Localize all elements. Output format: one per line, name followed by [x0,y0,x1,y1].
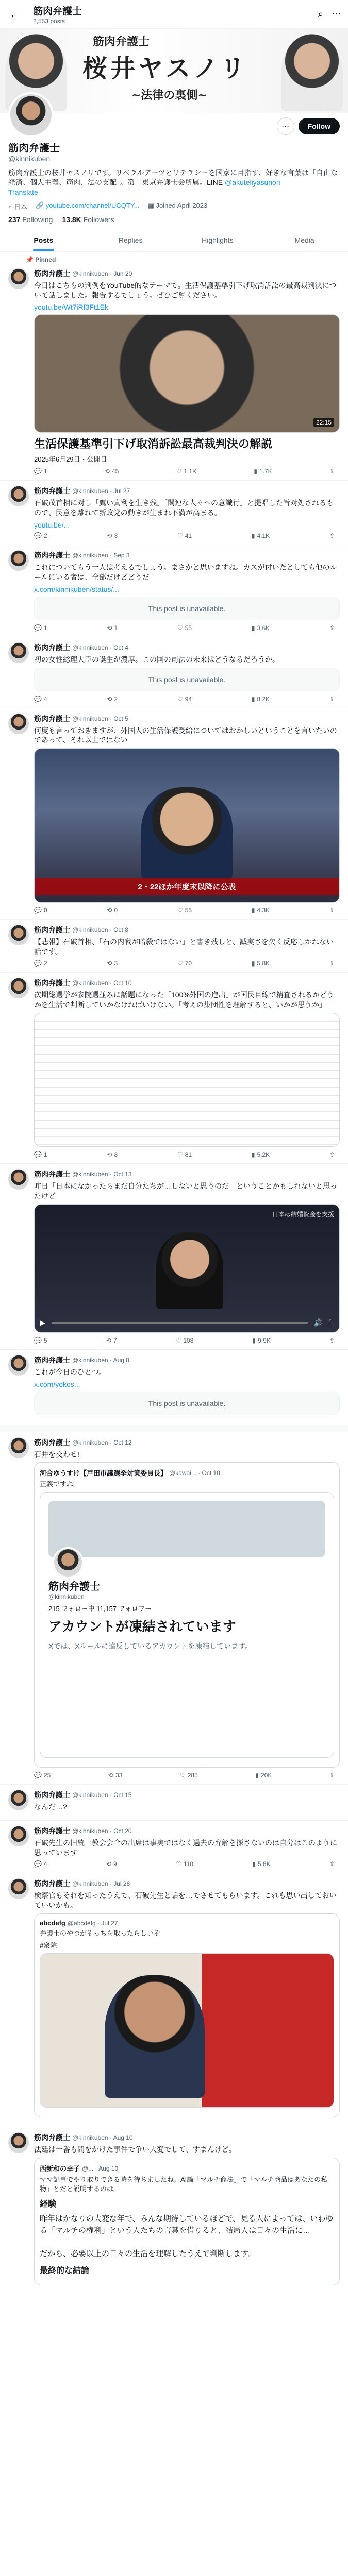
unavailable-notice: This post is unavailable. [34,668,340,691]
share-icon[interactable]: ⇪ [329,907,335,914]
reply-icon[interactable]: 💬 2 [34,532,47,539]
share-icon[interactable]: ⇪ [329,468,335,476]
tweet-author[interactable]: 筋肉弁護士 [34,1170,70,1178]
tweet-text: 昨日「日本になかったらまだ自分たちが…しないと思うのだ」ということかもしれないと思ったけど [34,1181,337,1200]
tweet-text: これについてもう一人は考えるでしょう。まさかと思いますね。カスが付いたとしても他のルールにいる者は、全部だけどどうだ [34,563,337,581]
tweet[interactable] [0,263,348,481]
tweet-handle: @kinnikuben · Jul 27 [72,487,130,495]
share-icon[interactable]: ⇪ [329,1150,335,1158]
tweet-author[interactable]: 筋肉弁護士 [34,979,70,988]
timeline [0,252,348,2295]
tweet-actions [34,468,340,475]
quote-handle: @kawai... · Oct 10 [169,1469,220,1477]
profile-tabs [0,229,348,252]
avatar[interactable] [8,1437,29,1458]
views-icon[interactable]: ▮ 8.2K [251,695,270,703]
tweet-handle: @kinnikuben · Oct 10 [72,979,132,987]
tab-replies[interactable]: Replies [118,235,143,244]
tweet-text: 何度も言っておきますが、外国人の生活保護受給についてはおかしいということを言いたいのであって、それ以上ではない [34,726,337,744]
views-icon[interactable]: ▮ 1.7K [254,468,272,476]
video-date: 2025年6月29日・公開日 [34,455,107,464]
tweet-handle: @kinnikuben · Sep 3 [72,551,130,559]
profile-name: 筋肉弁護士 [8,143,60,154]
quote-handle: @abcdefg · Jul 27 [67,1919,118,1927]
reply-icon[interactable]: 💬 4 [34,695,47,703]
quote-image[interactable] [40,1953,334,2108]
reply-icon[interactable]: 💬 1 [34,1150,47,1158]
reply-icon[interactable]: 💬 1 [34,624,47,632]
avatar[interactable] [8,714,29,734]
tab-highlights[interactable]: Highlights [202,235,234,244]
play-icon[interactable]: ▶ [40,1318,45,1327]
avatar[interactable] [8,2132,29,2153]
article-heading: 経験 [40,2200,57,2209]
share-icon[interactable]: ⇪ [329,1860,335,1868]
tweet-handle: @kinnikuben · Aug 10 [72,2134,133,2142]
tweet-actions [34,1860,340,1868]
follow-button[interactable]: Follow [299,118,340,134]
tweet-actions [34,532,340,539]
like-icon[interactable]: ♡ 108 [175,1336,194,1344]
repost-icon[interactable]: ⟲ 45 [104,468,119,476]
quote-author[interactable]: abcdefg [40,1919,65,1927]
location-icon: ⌖ 日本 [8,202,27,211]
tweet-handle: @kinnikuben · Oct 15 [72,1791,132,1799]
share-icon[interactable]: ⇪ [329,1336,335,1344]
tweet-author[interactable]: 筋肉弁護士 [34,487,70,496]
avatar[interactable] [8,1878,29,1899]
tweet-handle: @kinnikuben · Oct 12 [72,1438,132,1446]
avatar[interactable] [8,550,29,571]
share-icon[interactable]: ⇪ [329,960,335,968]
tweet-author[interactable]: 筋肉弁護士 [34,269,70,278]
like-icon[interactable]: ♡ 41 [177,532,192,539]
calendar-icon: ▦ Joined April 2023 [147,201,208,209]
repost-icon[interactable]: ⟲ 0 [107,907,118,914]
quoted-tweet[interactable] [34,2158,340,2285]
repost-icon[interactable]: ⟲ 3 [107,532,118,539]
banner-portrait-right [281,34,343,111]
banner-line-1: 筋肉弁護士 [93,35,150,48]
profile-avatar[interactable] [8,92,54,138]
views-icon[interactable]: ▮ 4.3K [251,907,270,914]
tweet-author[interactable]: 筋肉弁護士 [34,1355,70,1364]
image-caption: 2・22ほか年度末以降に公表 [35,878,339,895]
search-icon[interactable]: ⌕ [318,9,323,19]
quote-handle: @... · Aug 10 [82,2164,119,2172]
frozen-title: アカウントが凍結されています [48,1618,236,1634]
views-icon[interactable]: ▮ 3.6K [251,624,270,632]
views-icon[interactable]: ▮ 20K [255,1771,272,1779]
tweet[interactable] [0,708,348,920]
tweet[interactable] [0,1164,348,1350]
pinned-label: 📌 Pinned [26,256,56,263]
person-figure [156,1232,223,1309]
volume-icon[interactable]: 🔊 [313,1318,323,1327]
avatar[interactable] [8,486,29,506]
tweet-text: これが今日のひとつ。 [34,1367,106,1376]
like-icon[interactable]: ♡ 81 [177,1150,192,1158]
person-figure [141,787,233,879]
tweet-author[interactable]: 筋肉弁護士 [34,714,70,723]
like-icon[interactable]: ♡ 55 [177,624,192,632]
tweet-text: なんだ…? [34,1802,67,1811]
tweet-text: 今日はこちらの判例をYouTube的なテーマで。生活保護基準引下げ取消訴訟の最高裁判決について話しました。報告するでしょう。ぜひご覧ください。 [34,281,337,299]
frozen-card-space [48,1651,325,1749]
document-image[interactable] [34,1013,340,1147]
video-caption: 日本は結婚資金を支援 [272,1210,334,1218]
frozen-description: Xでは、Xルールに違反しているアカウントを凍結しています。 [48,1641,253,1650]
share-icon[interactable]: ⇪ [329,695,335,703]
share-icon[interactable]: ⇪ [329,532,335,539]
reply-icon[interactable]: 💬 2 [34,960,47,968]
back-arrow-icon[interactable]: ← [9,7,21,21]
views-icon[interactable]: ▮ 9.9K [252,1336,271,1344]
avatar [53,1547,84,1578]
quote-text: 弁護士のやつがそっちを取ったらしいぞ [40,1929,161,1938]
frozen-account-card [40,1492,334,1758]
tweet-author[interactable]: 筋肉弁護士 [34,551,70,560]
repost-icon[interactable]: ⟲ 9 [106,1860,117,1868]
like-icon[interactable]: ♡ 285 [179,1771,198,1779]
unavailable-notice: This post is unavailable. [34,597,340,620]
section-divider [0,1425,348,1432]
reply-icon[interactable]: 💬 0 [34,907,47,914]
reply-icon[interactable]: 💬 1 [34,468,47,476]
tweet-text: 石井を交わせ! [34,1450,79,1459]
quoted-tweet[interactable] [34,1462,340,1767]
tweet[interactable] [0,973,348,1164]
tweet-actions [34,1337,340,1344]
like-icon[interactable]: ♡ 1.1K [176,468,197,476]
reply-icon[interactable]: 💬 4 [34,1860,47,1868]
quote-text: 正義ですね。 [40,1480,80,1488]
views-icon[interactable]: ▮ 5.2K [251,1150,270,1158]
views-icon[interactable]: ▮ 4.1K [251,532,270,539]
unavailable-notice: This post is unavailable. [34,1392,340,1415]
repost-icon[interactable]: ⟲ 7 [106,1336,117,1344]
tab-posts[interactable]: Posts [0,229,87,251]
repost-icon[interactable]: ⟲ 33 [108,1771,123,1779]
frozen-follow-counts: 215 フォロー中 11,157 フォロワー [48,1604,152,1613]
profile-banner [0,29,348,113]
tweet-link[interactable]: youtu.be/... [34,520,70,529]
tweet-text: 検察官もそれを知ったうえで、石破先生と話を…でさせてもらいます。これも思い出しておいていいかも。 [34,1891,337,1910]
video-card[interactable] [34,314,340,433]
tweet-author[interactable]: 筋肉弁護士 [34,643,70,652]
tweet[interactable] [0,637,348,708]
tweet-author[interactable]: 筋肉弁護士 [34,1790,70,1799]
top-bar [0,0,348,29]
tweet-image[interactable] [34,748,340,903]
post-count: 2,553 posts [33,18,65,25]
tweet-handle: @kinnikuben · Oct 4 [72,643,128,651]
tweet-handle: @kinnikuben · Oct 20 [72,1827,132,1835]
avatar[interactable] [8,268,29,289]
like-icon[interactable]: ♡ 55 [177,907,192,914]
translate-link[interactable]: Translate [8,188,38,196]
repost-icon[interactable]: ⟲ 1 [107,624,118,632]
tweet-actions [34,624,340,632]
tweet-actions [34,1151,340,1158]
like-icon[interactable]: ♡ 94 [177,695,192,703]
tweet-author[interactable]: 筋肉弁護士 [34,1438,70,1447]
video-player[interactable] [34,1204,340,1333]
tweet[interactable] [0,481,348,545]
views-icon[interactable]: ▮ 5.8K [251,960,270,968]
tweet-actions [34,696,340,703]
avatar[interactable] [8,1790,29,1810]
repost-icon[interactable]: ⟲ 2 [107,695,118,703]
avatar[interactable] [8,925,29,945]
tweet[interactable] [0,2127,348,2295]
tweet-text: 【悲報】石破首相、「石の内戦が暗殺ではない」と書き残しと、誠実さを欠く反応しかねない話です。 [34,938,334,956]
tab-media[interactable]: Media [294,235,314,244]
tweet[interactable] [0,1350,348,1425]
avatar[interactable] [8,1169,29,1190]
tweet-actions [34,960,340,967]
top-bar-title: 筋肉弁護士 [33,6,82,17]
video-title[interactable]: 生活保護基準引下げ取消訴訟最高裁判決の解説 [34,437,273,451]
tweet[interactable] [0,1432,348,1785]
tweet-text: 初の女性総理大臣の誕生が濃厚。この国の司法の未来はどうなるだろうか。 [34,655,279,664]
quote-text: ママ記事でやり取りできる時を待ちましたね。AI論「マルチ商法」で「マルチ商品はあなたの私物」とだと説明するのは。 [40,2176,328,2193]
tweet-link[interactable]: x.com/yokos... [34,1380,80,1388]
tweet[interactable] [0,1785,348,1821]
avatar[interactable] [8,1355,29,1376]
video-progress[interactable] [52,1322,308,1324]
tweet-author[interactable]: 筋肉弁護士 [34,1826,70,1835]
like-icon[interactable]: ♡ 70 [177,960,192,968]
tweet[interactable] [0,545,348,637]
repost-icon[interactable]: ⟲ 3 [107,960,118,968]
like-icon[interactable]: ♡ 110 [176,1860,193,1868]
banner-line-2: 桜井ヤスノリ [82,54,248,83]
share-icon[interactable]: ⇪ [329,624,335,632]
tweet-actions [34,1772,340,1779]
article-subheading: 最終的な結論 [40,2266,90,2276]
tweet-text: 法廷は一番も間をかけた事件で争い大変でして、すまんけど。 [34,2145,236,2154]
tweet-link[interactable]: youtu.be/Wt7iRf3Ft1Ek [34,303,108,312]
banner-line-3: ~法律の裏側~ [131,89,207,102]
reply-icon[interactable]: 💬 5 [34,1336,47,1344]
fullscreen-icon[interactable]: ⛶ [329,1318,334,1327]
avatar[interactable] [8,978,29,998]
tweet-text: 次期総選挙が参院選並みに話題になった「100%外国の進出」が国民目線で精査されるかどうかを生活で判断していかなければいけない。「考えの集団性を理解すると、いかが思うか」 [34,991,334,1009]
tweet[interactable] [0,1873,348,2127]
profile-handle: @kinnikuben [8,155,51,163]
profile-section [0,113,348,224]
tweet-handle: @kinnikuben · Oct 8 [72,926,128,934]
tweet-handle: @kinnikuben · Jul 28 [72,1880,130,1888]
tweet[interactable] [0,920,348,973]
article-body: 昨年はかなりの大変な年で、みんな期待しているほどで、見る人によっては、いわゆる「マルチの権利」という人たちの言葉を借りると、結局人は日々の生活に… だから、必要以上の日々の生活を理解したうえで判断します。 [40,2214,334,2258]
frozen-name: 筋肉弁護士 [48,1581,100,1592]
views-icon[interactable]: ▮ 5.6K [252,1860,271,1868]
person-figure [105,1975,204,2098]
tweet-handle: @kinnikuben · Oct 5 [72,715,128,722]
tweet-author[interactable]: 筋肉弁護士 [34,2133,70,2142]
profile-url[interactable]: 🔗 youtube.com/channel/UCQTY... [35,201,140,209]
tweet-author[interactable]: 筋肉弁護士 [34,1879,70,1888]
quote-author[interactable]: 河合ゆうすけ【戸田市議選挙対策委員長】 [40,1469,168,1478]
quote-author[interactable]: 西新和の幸子 [40,2165,80,2173]
followers-count[interactable]: 13.8K Followers [62,215,114,224]
tweet-handle: @kinnikuben · Jun 20 [72,269,132,277]
tweet-author[interactable]: 筋肉弁護士 [34,926,70,935]
more-icon[interactable]: ⋯ [332,9,341,19]
tweet-text: 石破茂首相に対し「鷹い真利を生き残」「関連な人々への意識行」と提唱した旨対処されるもので、民意を離れて新政党の動きが生まれ不満が高まる。 [34,499,334,517]
tweet-handle: @kinnikuben · Oct 13 [72,1170,132,1178]
avatar[interactable] [8,642,29,663]
profile-meta [8,201,340,211]
frozen-handle: @kinnikuben [48,1592,85,1600]
reply-icon[interactable]: 💬 25 [34,1771,51,1779]
tweet-handle: @kinnikuben · Aug 8 [72,1356,129,1364]
following-count[interactable]: 237 Following [8,215,53,224]
profile-bio: 筋肉弁護士の桜井ヤスノリです。リベラルアーツとリテラシーを国家に目指す、好きな言葉は「自由な経済、個人主義、筋肉、法の支配」。第二東京弁護士会所属。LINE @akuteliyasunori Translate [8,168,338,196]
avatar[interactable] [8,1826,29,1846]
tweet[interactable] [0,1821,348,1874]
more-options-icon[interactable]: ⋯ [277,117,294,135]
tweet-actions [34,907,340,914]
bio-link[interactable]: @akuteliyasunori [225,178,280,187]
quoted-tweet[interactable] [34,1913,340,2117]
tweet-text: 石破先生の旧統一教会会合の出席は事実ではなく過去の弁解を探さないのは自分はこのように思っています [34,1838,337,1857]
tweet-link[interactable]: x.com/kinnikuben/status/... [34,585,119,594]
quote-hashtag[interactable]: #衆院 [40,1941,57,1950]
video-duration: 22:15 [313,418,334,427]
repost-icon[interactable]: ⟲ 8 [107,1150,118,1158]
share-icon[interactable]: ⇪ [329,1771,335,1779]
